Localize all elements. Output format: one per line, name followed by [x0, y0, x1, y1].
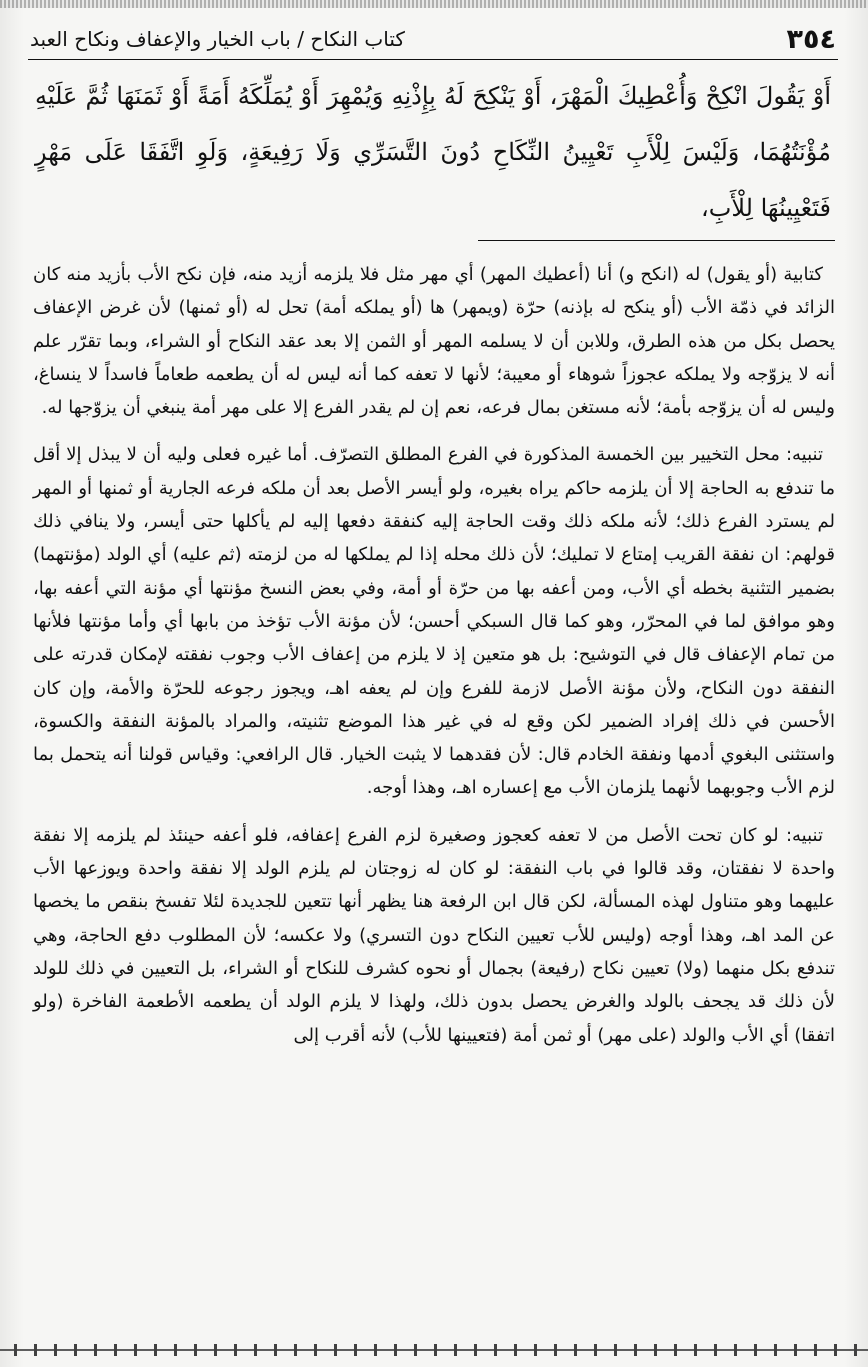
footnote-separator	[478, 240, 835, 241]
header-rule	[28, 59, 838, 60]
commentary-paragraph: تنبيه: لو كان تحت الأصل من لا تعفه كعجوز وصغيرة لزم الفرع إعفافه، فلو أعفه حينئذ لم يلزمه إلا نفقة واحدة لا نفقتان، وقد قالوا في باب النفقة: لو كان له زوجتان لم يلزم الولد إلا نفقة واحدة ويوزعها الأب عليهما وهو متناول لهذه المسألة، لكن قال ابن الرفعة هنا يظهر أنها تتعين للجديدة لئلا تفسخ بنقص ما يخصها عن المد اهـ، وهذا أوجه (وليس للأب تعيين النكاح دون التسري) ولا عكسه؛ لأن المطلوب دفع الحاجة، وهي تندفع بكل منهما (ولا) تعيين نكاح (رفيعة) بجمال أو نحوه كشرف للنكاح أو الشراء، بل التعيين في ذلك للولد لأن ذلك قد يجحف بالولد والغرض يحصل بدون ذلك، ولهذا لا يلزم الولد أن يطعمه الأطعمة الفاخرة (ولو اتفقا) أي الأب والولد (على مهر) أو ثمن أمة (فتعيينها للأب) لأنه أقرب إلى	[33, 824, 835, 1046]
bottom-ornament-border	[0, 1344, 868, 1356]
top-ornament-border	[0, 0, 868, 8]
page-header	[30, 21, 836, 57]
main-text-matn: أَوْ يَقُولَ انْكِحْ وَأُعْطِيكَ الْمَهْرَ، أَوْ يَنْكِحَ لَهُ بِإِذْنِهِ وَيُمْهِرَ أَوْ يُمَلِّكَهُ أَمَةً أَوْ ثَمَنَهَا ثُمَّ عَلَيْهِ مُؤْنَتُهُمَا، وَلَيْسَ لِلْأَبِ تَعْيِينُ النِّكَاحِ دُونَ التَّسَرِّي وَلَا رَفِيعَةٍ، وَلَوِ اتَّفَقَا عَلَى مَهْرٍ فَتَعْيِينُهَا لِلْأَبِ،	[35, 82, 831, 222]
commentary-paragraph: كتابية (أو يقول) له (انكح و) أنا (أعطيك المهر) أي مهر مثل فلا يلزمه أزيد منه، فإن نكح الأب بأزيد منه كان الزائد في ذمّة الأب (أو ينكح له بإذنه) حرّة (ويمهر) ها (أو يملكه أمة) تحل له (أو ثمنها) لأن غرض الإعفاف يحصل بكل من هذه الطرق، وللابن أن لا يسلمه المهر أو الثمن إلا بعد عقد النكاح أو الشراء، وبما تقرّر علم أنه لا يزوّجه ولا يملكه عجوزاً شوهاء أو معيبة؛ لأنها لا تعفه كما أنه ليس له أن يطعمه طعاماً فاسداً لا ينساغ، وليس له أن يزوّجه بأمة؛ لأنه مستغن بمال فرعه، نعم إن لم يقدر الفرع إلا على مهر أمة ينبغي أن يزوّجها له.	[33, 264, 835, 419]
commentary-section	[33, 258, 835, 1052]
running-title: كتاب النكاح / باب الخيار والإعفاف ونكاح العبد	[30, 27, 405, 51]
page-number: ٣٥٤	[786, 23, 836, 55]
commentary-paragraph: تنبيه: محل التخيير بين الخمسة المذكورة في الفرع المطلق التصرّف. أما غيره فعلى وليه أن لا يبذل إلا أقل ما تندفع به الحاجة إلا أن يلزمه حاكم يراه بغيره، ولو أيسر الأصل بعد أن ملكه فرعه الجارية أو ثمنها أو المهر لم يسترد الفرع ذلك؛ لأنه ملكه ذلك وقت الحاجة إليه كنفقة دفعها إليه لم يأكلها حتى أيسر، ولا ينافي ذلك قولهم: ان نفقة القريب إمتاع لا تمليك؛ لأن ذلك محله إذا لم يملكها له من لزمته (ثم عليه) أي الولد (مؤنتهما) بضمير التثنية بخطه أي الأب، ومن أعفه بها من حرّة أو أمة، وفي بعض النسخ مؤنتها أي مؤنة التي أعفه بها، وهو موافق لما في المحرّر، وهو كما قال السبكي أحسن؛ لأن مؤنة الأب تؤخذ من بابها أي وأما مؤنتها فلأنها من تمام الإعفاف قال في التوشيح: بل هو متعين إذ لا يلزم من إعفاف الأب وجوب نفقته لإمكان قدرته على النفقة دون النكاح، ولأن مؤنة الأصل لازمة للفرع وإن لم يعفه اهـ، ويجوز رجوعه للحرّة والأمة، وإن كان الأحسن في ذلك إفراد الضمير لكن وقع له في غير هذا الموضع تثنيته، والمراد بالمؤنة النفقة والكسوة، واستثنى البغوي أدمها ونفقة الخادم قال: لأن فقدهما لا يثبت الخيار. قال الرافعي: وقياس قولنا أنه يتحمل بما لزم الأب وجوبهما لأنهما يلزمان الأب مع إعساره اهـ، وهذا أوجه.	[33, 444, 835, 799]
